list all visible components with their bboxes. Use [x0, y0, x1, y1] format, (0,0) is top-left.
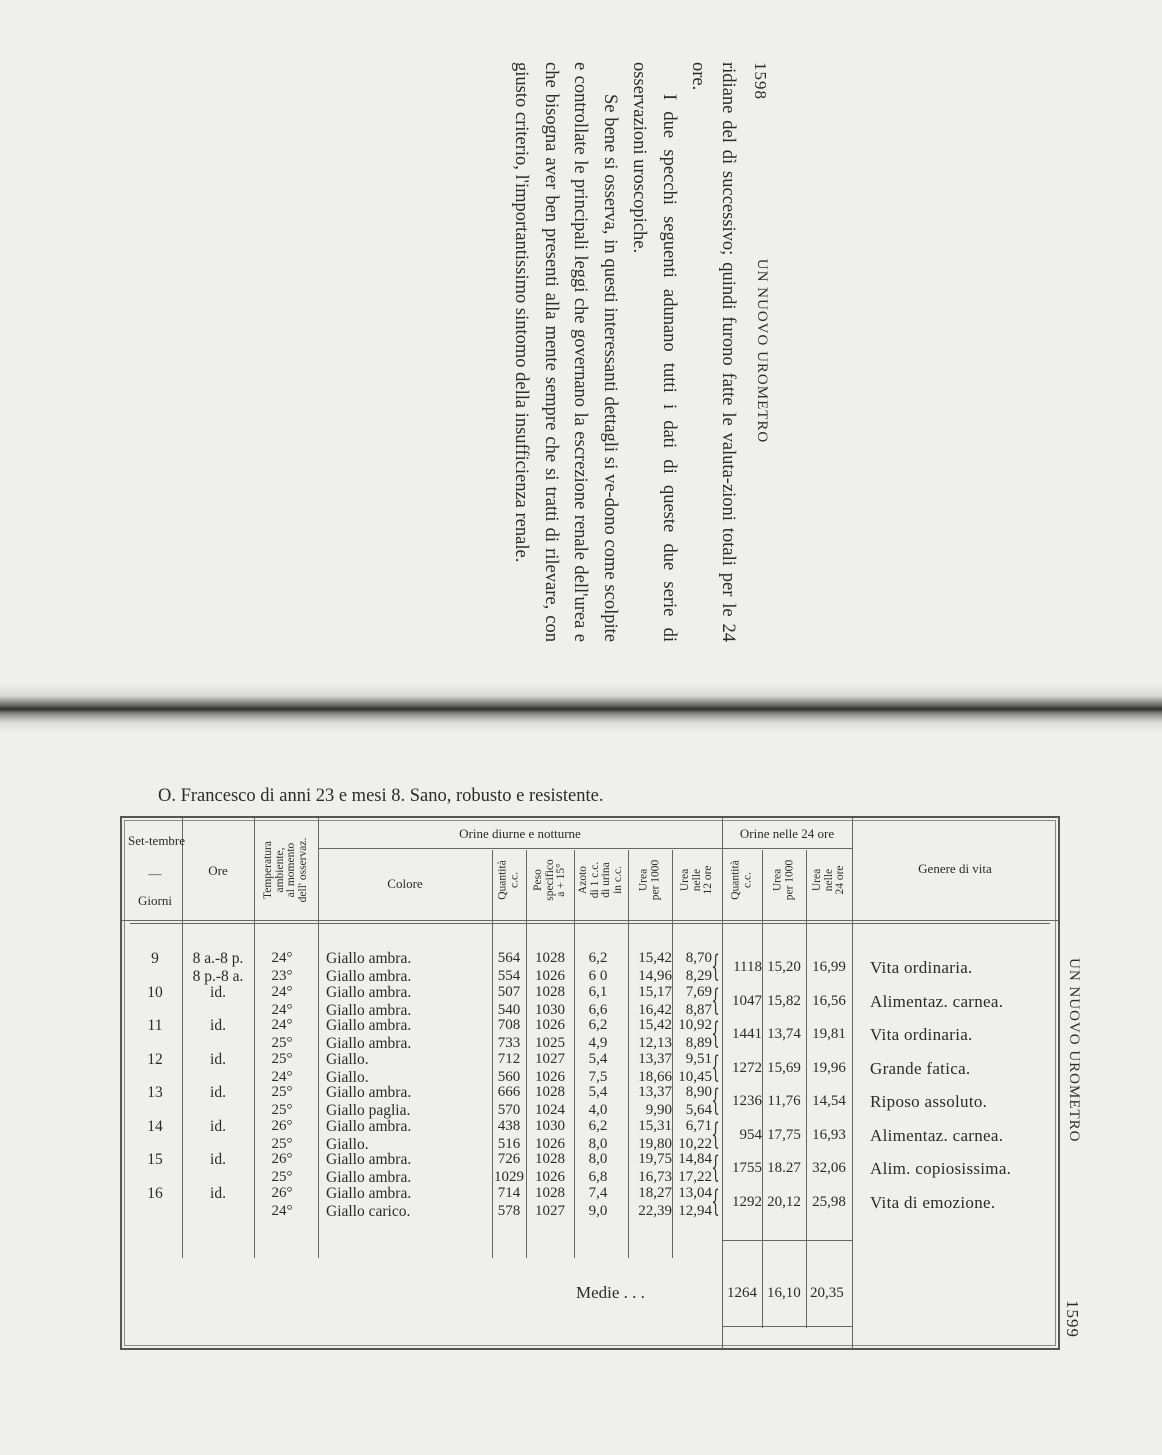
cell-genere-di-vita: Alim. copiosissima.: [870, 1159, 1012, 1178]
cell-peso: 1028: [535, 1151, 565, 1167]
cell-temperatura: 25°: [271, 1084, 293, 1100]
upper-page: [450, 62, 770, 642]
cell-colore: Giallo ambra.: [326, 1017, 412, 1034]
cell-temperatura: 24°: [271, 1203, 293, 1219]
header-urea-per-1000-24: Urea per 1000: [771, 859, 795, 901]
paragraph-1: ridiane del dì successivo; quindi furono fatte le valuta-zioni totali per le 24 ore.: [688, 62, 738, 642]
book-fold: [0, 684, 1162, 732]
header-urea-per-1000: Urea per 1000: [637, 859, 661, 901]
upper-running-header: [742, 62, 770, 642]
cell-urea-24-ore: 16,56: [812, 993, 846, 1009]
cell-urea-24-ore: 14,54: [812, 1093, 846, 1109]
cell-azoto: 5,4: [588, 1084, 608, 1100]
cell-giorno: 14: [147, 1118, 163, 1135]
cell-colore: Giallo ambra.: [326, 1002, 412, 1019]
cell-ore: 8 a.-8 p.: [192, 950, 244, 967]
header-genere-di-vita: Genere di vita: [918, 861, 992, 876]
cell-urea-per-1000: 15,42: [638, 1017, 672, 1033]
cell-quantita: 712: [497, 1051, 521, 1067]
cell-temperatura: 26°: [271, 1151, 293, 1167]
cell-urea-per-1000-24: 20,12: [767, 1194, 801, 1210]
cell-urea-24-ore: 25,98: [812, 1194, 846, 1210]
cell-quantita: 438: [497, 1118, 521, 1134]
brace-icon: {: [711, 1083, 720, 1118]
paragraph-2: I due specchi seguenti adunano tutti i dati di queste due serie di osservazioni uroscopiche.: [629, 62, 679, 642]
cell-urea-per-1000: 19,75: [638, 1151, 672, 1167]
cell-urea-12-ore: 8,87: [685, 1002, 712, 1018]
cell-azoto: 4,0: [588, 1102, 608, 1118]
cell-genere-di-vita: Vita ordinaria.: [870, 958, 973, 977]
header-colore: Colore: [387, 876, 423, 891]
cell-peso: 1027: [535, 1051, 565, 1067]
cell-azoto: 6,2: [588, 950, 608, 966]
cell-giorno: 12: [147, 1051, 163, 1068]
cell-quantita: 540: [497, 1002, 521, 1018]
header-azoto: Azoto di 1 c.c. di urina in c.c.: [577, 861, 624, 899]
cell-quantita-24: 1441: [732, 1026, 762, 1042]
cell-azoto: 5,4: [588, 1051, 608, 1067]
cell-azoto: 6,8: [588, 1169, 608, 1185]
brace-icon: {: [711, 1117, 720, 1152]
header-orine-24-ore: Orine nelle 24 ore: [739, 826, 835, 841]
cell-temperatura: 25°: [271, 1051, 293, 1067]
cell-azoto: 6,2: [588, 1118, 608, 1134]
cell-ore: id.: [210, 1185, 226, 1202]
brace-icon: {: [711, 1150, 720, 1185]
brace-icon: {: [711, 1184, 720, 1219]
cell-temperatura: 24°: [271, 984, 293, 1000]
cell-colore: Giallo ambra.: [326, 1118, 412, 1135]
cell-peso: 1026: [535, 1136, 565, 1152]
cell-colore: Giallo.: [326, 1051, 369, 1068]
cell-colore: Giallo ambra.: [326, 1151, 412, 1168]
page-number: 1598: [751, 62, 770, 100]
cell-peso: 1028: [535, 950, 565, 966]
cell-quantita: 560: [497, 1069, 521, 1085]
header-settembre: Set-tembre: [128, 833, 186, 848]
cell-azoto: 6,6: [588, 1002, 608, 1018]
cell-azoto: 4,9: [588, 1035, 608, 1051]
cell-quantita: 516: [497, 1136, 521, 1152]
cell-urea-24-ore: 19,81: [812, 1026, 846, 1042]
cell-peso: 1028: [535, 1084, 565, 1100]
cell-colore: Giallo ambra.: [326, 1035, 412, 1052]
cell-peso: 1026: [535, 1169, 565, 1185]
cell-ore: 8 p.-8 a.: [192, 968, 244, 985]
cell-urea-12-ore: 5,64: [685, 1102, 712, 1118]
cell-temperatura: 24°: [271, 950, 293, 966]
cell-urea-per-1000: 14,96: [638, 968, 672, 984]
brace-icon: {: [711, 1016, 720, 1051]
cell-quantita: 1029: [494, 1169, 524, 1185]
cell-quantita-24: 1118: [733, 959, 762, 975]
header-giorni: Giorni: [138, 893, 172, 908]
cell-azoto: 8,0: [588, 1151, 608, 1167]
cell-peso: 1028: [535, 1185, 565, 1201]
cell-urea-per-1000-24: 15,82: [767, 993, 801, 1009]
cell-urea-per-1000: 15,31: [638, 1118, 672, 1134]
medie-urea-24: 20,35: [810, 1285, 844, 1301]
cell-urea-12-ore: 7,69: [685, 984, 712, 1000]
medie-urea-per-1000: 16,10: [767, 1285, 801, 1301]
cell-temperatura: 24°: [271, 1069, 293, 1085]
header-ore: Ore: [208, 863, 228, 878]
cell-genere-di-vita: Alimentaz. carnea.: [870, 992, 1004, 1011]
cell-colore: Giallo.: [326, 1136, 369, 1153]
cell-urea-12-ore: 8,89: [685, 1035, 712, 1051]
cell-urea-24-ore: 19,96: [812, 1060, 846, 1076]
cell-urea-per-1000-24: 15,20: [767, 959, 801, 975]
cell-ore: id.: [210, 1017, 226, 1034]
header-urea-12-ore: Urea nelle 12 ore: [678, 865, 714, 895]
cell-colore: Giallo ambra.: [326, 1185, 412, 1202]
cell-ore: id.: [210, 1151, 226, 1168]
cell-temperatura: 25°: [271, 1169, 293, 1185]
cell-urea-per-1000: 13,37: [638, 1051, 672, 1067]
cell-giorno: 13: [147, 1084, 163, 1101]
cell-colore: Giallo carico.: [326, 1203, 411, 1220]
paragraph-3: Se bene si osserva, in questi interessanti dettagli si ve-dono come scolpite e controllate le principali leggi che governano la escrezione renale dell'urea e che bisogna aver ben presenti alla mente sempre che si tratti di rilevare, con giusto criterio, l'importantissimo sintomo della insufficienza renale.: [511, 62, 620, 642]
brace-icon: {: [711, 1050, 720, 1085]
cell-temperatura: 25°: [271, 1136, 293, 1152]
cell-quantita: 708: [497, 1017, 521, 1033]
cell-quantita-24: 954: [739, 1127, 762, 1143]
cell-giorno: 11: [147, 1017, 163, 1034]
cell-quantita-24: 1272: [732, 1060, 762, 1076]
cell-colore: Giallo ambra.: [326, 984, 412, 1001]
cell-quantita: 733: [497, 1035, 521, 1051]
cell-colore: Giallo.: [326, 1069, 369, 1086]
cell-ore: id.: [210, 1084, 226, 1101]
cell-urea-per-1000: 15,17: [638, 984, 672, 1000]
cell-urea-12-ore: 8,70: [685, 950, 712, 966]
cell-quantita: 570: [497, 1102, 521, 1118]
cell-quantita: 564: [497, 950, 521, 966]
cell-peso: 1028: [535, 984, 565, 1000]
cell-urea-per-1000: 16,42: [638, 1002, 672, 1018]
cell-peso: 1024: [535, 1102, 565, 1118]
cell-ore: id.: [210, 984, 226, 1001]
brace-icon: {: [711, 983, 720, 1018]
cell-ore: id.: [210, 1051, 226, 1068]
cell-urea-per-1000: 19,80: [638, 1136, 672, 1152]
cell-quantita: 726: [497, 1151, 521, 1167]
cell-colore: Giallo paglia.: [326, 1102, 411, 1119]
cell-urea-24-ore: 32,06: [812, 1160, 846, 1176]
cell-quantita-24: 1755: [732, 1160, 762, 1176]
lower-running-header: [1058, 958, 1082, 1338]
cell-temperatura: 24°: [271, 1002, 293, 1018]
cell-urea-12-ore: 10,22: [678, 1136, 712, 1152]
cell-colore: Giallo ambra.: [326, 1169, 412, 1186]
cell-urea-24-ore: 16,99: [812, 959, 846, 975]
cell-azoto: 8,0: [588, 1136, 608, 1152]
cell-urea-per-1000-24: 15,69: [767, 1060, 801, 1076]
cell-genere-di-vita: Vita di emozione.: [870, 1193, 996, 1212]
cell-urea-12-ore: 8,90: [685, 1084, 712, 1100]
cell-peso: 1026: [535, 1069, 565, 1085]
cell-urea-per-1000: 16,73: [638, 1169, 672, 1185]
cell-giorno: 10: [147, 984, 163, 1001]
cell-urea-12-ore: 12,94: [678, 1203, 712, 1219]
cell-genere-di-vita: Riposo assoluto.: [870, 1092, 988, 1111]
cell-peso: 1026: [535, 1017, 565, 1033]
cell-genere-di-vita: Vita ordinaria.: [870, 1025, 973, 1044]
medie-quantita: 1264: [727, 1285, 757, 1301]
table-title: O. Francesco di anni 23 e mesi 8. Sano, robusto e resistente.: [158, 786, 604, 806]
cell-urea-12-ore: 9,51: [685, 1051, 712, 1067]
cell-quantita-24: 1292: [732, 1194, 762, 1210]
cell-urea-per-1000: 15,42: [638, 950, 672, 966]
cell-urea-per-1000-24: 11,76: [767, 1093, 801, 1109]
cell-colore: Giallo ambra.: [326, 1084, 412, 1101]
cell-colore: Giallo ambra.: [326, 950, 412, 967]
cell-urea-per-1000: 18,27: [638, 1185, 672, 1201]
header-quantita-24: Quantità c.c.: [729, 860, 753, 900]
running-head-lower: UN NUOVO UROMETRO: [1066, 958, 1082, 1143]
cell-peso: 1025: [535, 1035, 565, 1051]
cell-colore: Giallo ambra.: [326, 968, 412, 985]
header-orine-diurne-notturne: Orine diurne e notturne: [459, 826, 581, 841]
cell-giorno: 9: [151, 950, 159, 967]
cell-urea-per-1000-24: 17,75: [767, 1127, 801, 1143]
cell-urea-per-1000: 9,90: [645, 1102, 672, 1118]
cell-quantita: 554: [497, 968, 521, 984]
cell-urea-12-ore: 10,45: [678, 1069, 712, 1085]
cell-azoto: 6,2: [588, 1017, 608, 1033]
running-head: UN NUOVO UROMETRO: [754, 258, 770, 444]
cell-urea-per-1000: 22,39: [638, 1203, 672, 1219]
cell-urea-12-ore: 13,04: [678, 1185, 712, 1201]
page-number-lower: 1599: [1063, 1300, 1082, 1338]
cell-temperatura: 24°: [271, 1017, 293, 1033]
cell-temperatura: 23°: [271, 968, 293, 984]
cell-ore: id.: [210, 1118, 226, 1135]
header-peso-specifico: Peso specifico a + 15°: [531, 859, 567, 901]
cell-azoto: 9,0: [588, 1203, 608, 1219]
header-temperatura: Temperatura ambiente, al momento dell' osservaz.: [262, 837, 309, 903]
cell-temperatura: 25°: [271, 1102, 293, 1118]
header-dash: —: [148, 866, 162, 881]
cell-urea-per-1000-24: 13,74: [767, 1026, 801, 1042]
cell-peso: 1030: [535, 1002, 565, 1018]
cell-urea-12-ore: 8,29: [685, 968, 712, 984]
cell-urea-12-ore: 6,71: [685, 1118, 712, 1134]
cell-urea-24-ore: 16,93: [812, 1127, 846, 1143]
cell-urea-12-ore: 17,22: [678, 1169, 712, 1185]
cell-quantita: 666: [497, 1084, 521, 1100]
cell-urea-per-1000: 18,66: [638, 1069, 672, 1085]
cell-urea-per-1000: 13,37: [638, 1084, 672, 1100]
cell-azoto: 7,4: [588, 1185, 608, 1201]
medie-label: Medie . . .: [576, 1283, 645, 1302]
cell-genere-di-vita: Alimentaz. carnea.: [870, 1126, 1004, 1145]
cell-peso: 1027: [535, 1203, 565, 1219]
cell-urea-12-ore: 10,92: [678, 1017, 712, 1033]
cell-azoto: 7,5: [588, 1069, 608, 1085]
cell-quantita-24: 1047: [732, 993, 762, 1009]
cell-urea-per-1000-24: 18.27: [767, 1160, 801, 1176]
cell-temperatura: 26°: [271, 1118, 293, 1134]
cell-quantita: 714: [497, 1185, 521, 1201]
cell-urea-12-ore: 14,84: [678, 1151, 712, 1167]
cell-peso: 1026: [535, 968, 565, 984]
cell-peso: 1030: [535, 1118, 565, 1134]
cell-azoto: 6,1: [588, 984, 608, 1000]
cell-azoto: 6 0: [588, 968, 608, 984]
cell-genere-di-vita: Grande fatica.: [870, 1059, 971, 1078]
cell-quantita: 507: [497, 984, 521, 1000]
cell-temperatura: 25°: [271, 1035, 293, 1051]
cell-temperatura: 26°: [271, 1185, 293, 1201]
cell-quantita-24: 1236: [732, 1093, 762, 1109]
cell-urea-per-1000: 12,13: [638, 1035, 672, 1051]
brace-icon: {: [711, 949, 720, 984]
cell-quantita: 578: [497, 1203, 521, 1219]
cell-giorno: 16: [147, 1185, 163, 1202]
header-urea-24-ore: Urea nelle 24 ore: [810, 865, 846, 895]
cell-giorno: 15: [147, 1151, 163, 1168]
header-quantita: Quantità c.c.: [496, 860, 520, 900]
